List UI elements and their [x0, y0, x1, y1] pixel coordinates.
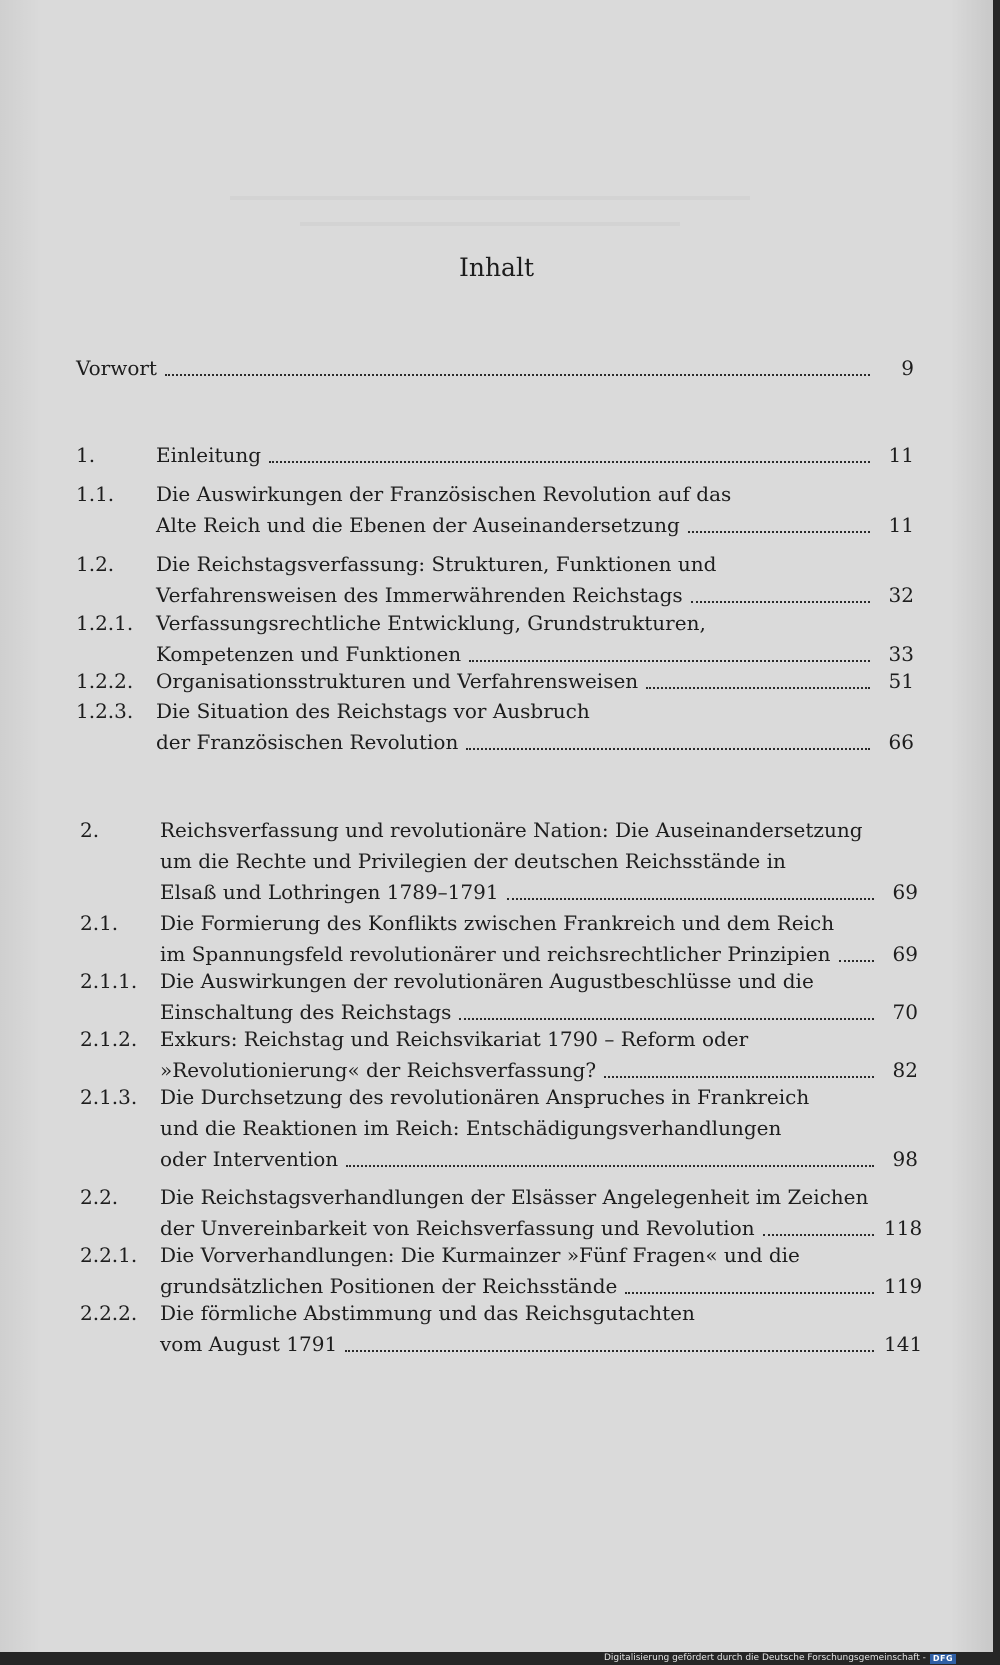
dot-leader: [625, 1292, 874, 1294]
dot-leader: [466, 748, 870, 750]
toc-entry: [76, 479, 914, 541]
toc-entry: [80, 966, 918, 1028]
toc-entry-title-line: Die Reichstagsverfassung: Strukturen, Funktionen und: [156, 552, 717, 576]
toc-entry-title-line: Einschaltung des Reichstags: [160, 1000, 452, 1024]
toc-page-number: 69: [892, 880, 918, 904]
toc-page-number: 11: [888, 443, 914, 467]
toc-entry: [80, 1082, 918, 1175]
toc-entry-title-line: Die Formierung des Konflikts zwischen Frankreich und dem Reich: [160, 911, 835, 935]
toc-entry-number: 2.2.: [80, 1185, 119, 1209]
toc-entry: [80, 1182, 923, 1244]
toc-entry-body: [160, 1240, 923, 1302]
dot-leader: [459, 1018, 874, 1020]
toc-page-number: 66: [888, 730, 914, 754]
toc-entry-number: 1.2.3.: [76, 699, 134, 723]
toc-entry-title-line: Die Situation des Reichstags vor Ausbruch: [156, 699, 590, 723]
toc-entry: [76, 353, 914, 384]
toc-entry-last-line: [160, 1329, 923, 1360]
toc-entry-body: [160, 966, 918, 1028]
toc-entry-last-line: [156, 440, 914, 471]
dot-leader: [507, 898, 874, 900]
toc-entry-title-line: Vorwort: [76, 356, 157, 380]
toc-entry-body: [156, 696, 914, 758]
toc-entry-title-line: Elsaß und Lothringen 1789–1791: [160, 880, 499, 904]
toc-entry-last-line: [156, 510, 914, 541]
toc-entry-number: 2.1.: [80, 911, 119, 935]
toc-entry: [76, 666, 914, 697]
toc-page-number: 119: [884, 1274, 923, 1298]
footer-credit: [604, 1653, 956, 1664]
toc-entry-title-line: Kompetenzen und Funktionen: [156, 642, 462, 666]
toc-entry: [80, 1024, 918, 1086]
toc-entry-title-line: Die Reichstagsverhandlungen der Elsässer Angelegenheit im Zeichen: [160, 1185, 869, 1209]
toc-page-number: 69: [892, 942, 918, 966]
toc-entry-title-line: Die Durchsetzung des revolutionären Anspruches in Frankreich: [160, 1085, 810, 1109]
dot-leader: [165, 374, 870, 376]
toc-page-number: 33: [888, 642, 914, 666]
toc-entry-title-line: Verfahrensweisen des Immerwährenden Reichstags: [156, 583, 683, 607]
toc-entry-body: [160, 908, 918, 970]
dot-leader: [604, 1076, 874, 1078]
toc-entry: [76, 549, 914, 611]
bleed-through-line: [230, 196, 750, 200]
toc-entry-last-line: [156, 580, 914, 611]
toc-entry: [80, 1240, 923, 1302]
toc-entry-body: [160, 815, 918, 908]
toc-page-number: 70: [892, 1000, 918, 1024]
toc-entry-title-line: Exkurs: Reichstag und Reichsvikariat 1790 – Reform oder: [160, 1027, 749, 1051]
toc-entry-last-line: [160, 1144, 918, 1175]
toc-entry-last-line: [76, 353, 914, 384]
toc-entry-title-line: im Spannungsfeld revolutionärer und reichsrechtlicher Prinzipien: [160, 942, 831, 966]
toc-entry: [80, 908, 918, 970]
toc-entry-title-line: Die förmliche Abstimmung und das Reichsgutachten: [160, 1301, 695, 1325]
toc-entry-title-line: Reichsverfassung und revolutionäre Nation: Die Auseinandersetzung: [160, 818, 863, 842]
dot-leader: [346, 1165, 874, 1167]
toc-page-number: 9: [901, 356, 914, 380]
dot-leader: [646, 687, 870, 689]
toc-entry: [80, 1298, 923, 1360]
toc-page-number: 98: [892, 1147, 918, 1171]
toc-page-number: 118: [884, 1216, 923, 1240]
toc-entry-title-line: der Unvereinbarkeit von Reichsverfassung und Revolution: [160, 1216, 755, 1240]
toc-entry-last-line: [156, 727, 914, 758]
toc-entry-body: [156, 666, 914, 697]
toc-entry: [76, 696, 914, 758]
toc-entry-title-line: Verfassungsrechtliche Entwicklung, Grundstrukturen,: [156, 611, 706, 635]
toc-page-number: 51: [888, 669, 914, 693]
toc-entry-number: 1.: [76, 443, 96, 467]
toc-entry: [80, 815, 918, 908]
toc-page-number: 82: [892, 1058, 918, 1082]
toc-entry-body: [160, 1024, 918, 1086]
toc-entry-body: [160, 1182, 923, 1244]
toc-page-number: 11: [888, 513, 914, 537]
footer-text: Digitalisierung gefördert durch die Deutsche Forschungsgemeinschaft -: [604, 1653, 926, 1663]
toc-entry-body: [76, 353, 914, 384]
toc-entry-number: 2.2.1.: [80, 1243, 138, 1267]
toc-entry-title-line: Einleitung: [156, 443, 262, 467]
toc-entry-title-line: der Französischen Revolution: [156, 730, 459, 754]
dot-leader: [269, 461, 870, 463]
toc-entry-title-line: Alte Reich und die Ebenen der Auseinandersetzung: [156, 513, 680, 537]
toc-entry-body: [156, 549, 914, 611]
toc-entry-title-line: vom August 1791: [160, 1332, 338, 1356]
toc-entry-title-line: Die Vorverhandlungen: Die Kurmainzer »Fünf Fragen« und die: [160, 1243, 800, 1267]
toc-entry-last-line: [160, 877, 918, 908]
toc-entry-title-line: um die Rechte und Privilegien der deutschen Reichsstände in: [160, 849, 786, 873]
toc-entry-number: 2.1.2.: [80, 1027, 138, 1051]
toc-entry-number: 2.: [80, 818, 100, 842]
toc-entry-body: [160, 1082, 918, 1175]
toc-entry-number: 1.2.2.: [76, 669, 134, 693]
toc-entry-body: [160, 1298, 923, 1360]
toc-entry-title-line: grundsätzlichen Positionen der Reichsstände: [160, 1274, 618, 1298]
toc-entry-title-line: oder Intervention: [160, 1147, 339, 1171]
toc-entry-number: 1.1.: [76, 482, 115, 506]
toc-entry-title-line: Organisationsstrukturen und Verfahrensweisen: [156, 669, 639, 693]
toc-entry-title-line: »Revolutionierung« der Reichsverfassung?: [160, 1058, 597, 1082]
dot-leader: [688, 531, 870, 533]
toc-entry-title-line: Die Auswirkungen der Französischen Revolution auf das: [156, 482, 732, 506]
toc-entry-body: [156, 608, 914, 670]
toc-entry-number: 2.1.1.: [80, 969, 138, 993]
toc-entry-number: 1.2.: [76, 552, 115, 576]
page-title: Inhalt: [458, 253, 535, 282]
toc-entry: [76, 440, 914, 471]
toc-page-number: 32: [888, 583, 914, 607]
dot-leader: [839, 960, 875, 962]
dot-leader: [691, 601, 870, 603]
dot-leader: [763, 1234, 874, 1236]
toc-entry-number: 2.1.3.: [80, 1085, 138, 1109]
bleed-through-line: [300, 222, 680, 226]
toc-entry-body: [156, 440, 914, 471]
toc-entry-number: 1.2.1.: [76, 611, 134, 635]
toc-entry-title-line: Die Auswirkungen der revolutionären Augustbeschlüsse und die: [160, 969, 814, 993]
toc-entry-number: 2.2.2.: [80, 1301, 138, 1325]
dot-leader: [345, 1350, 874, 1352]
dot-leader: [469, 660, 870, 662]
toc-page-number: 141: [884, 1332, 923, 1356]
toc-entry: [76, 608, 914, 670]
toc-entry-last-line: [156, 666, 914, 697]
toc-entry-title-line: und die Reaktionen im Reich: Entschädigungsverhandlungen: [160, 1116, 782, 1140]
toc-entry-body: [156, 479, 914, 541]
dfg-logo: DFG: [930, 1654, 956, 1664]
